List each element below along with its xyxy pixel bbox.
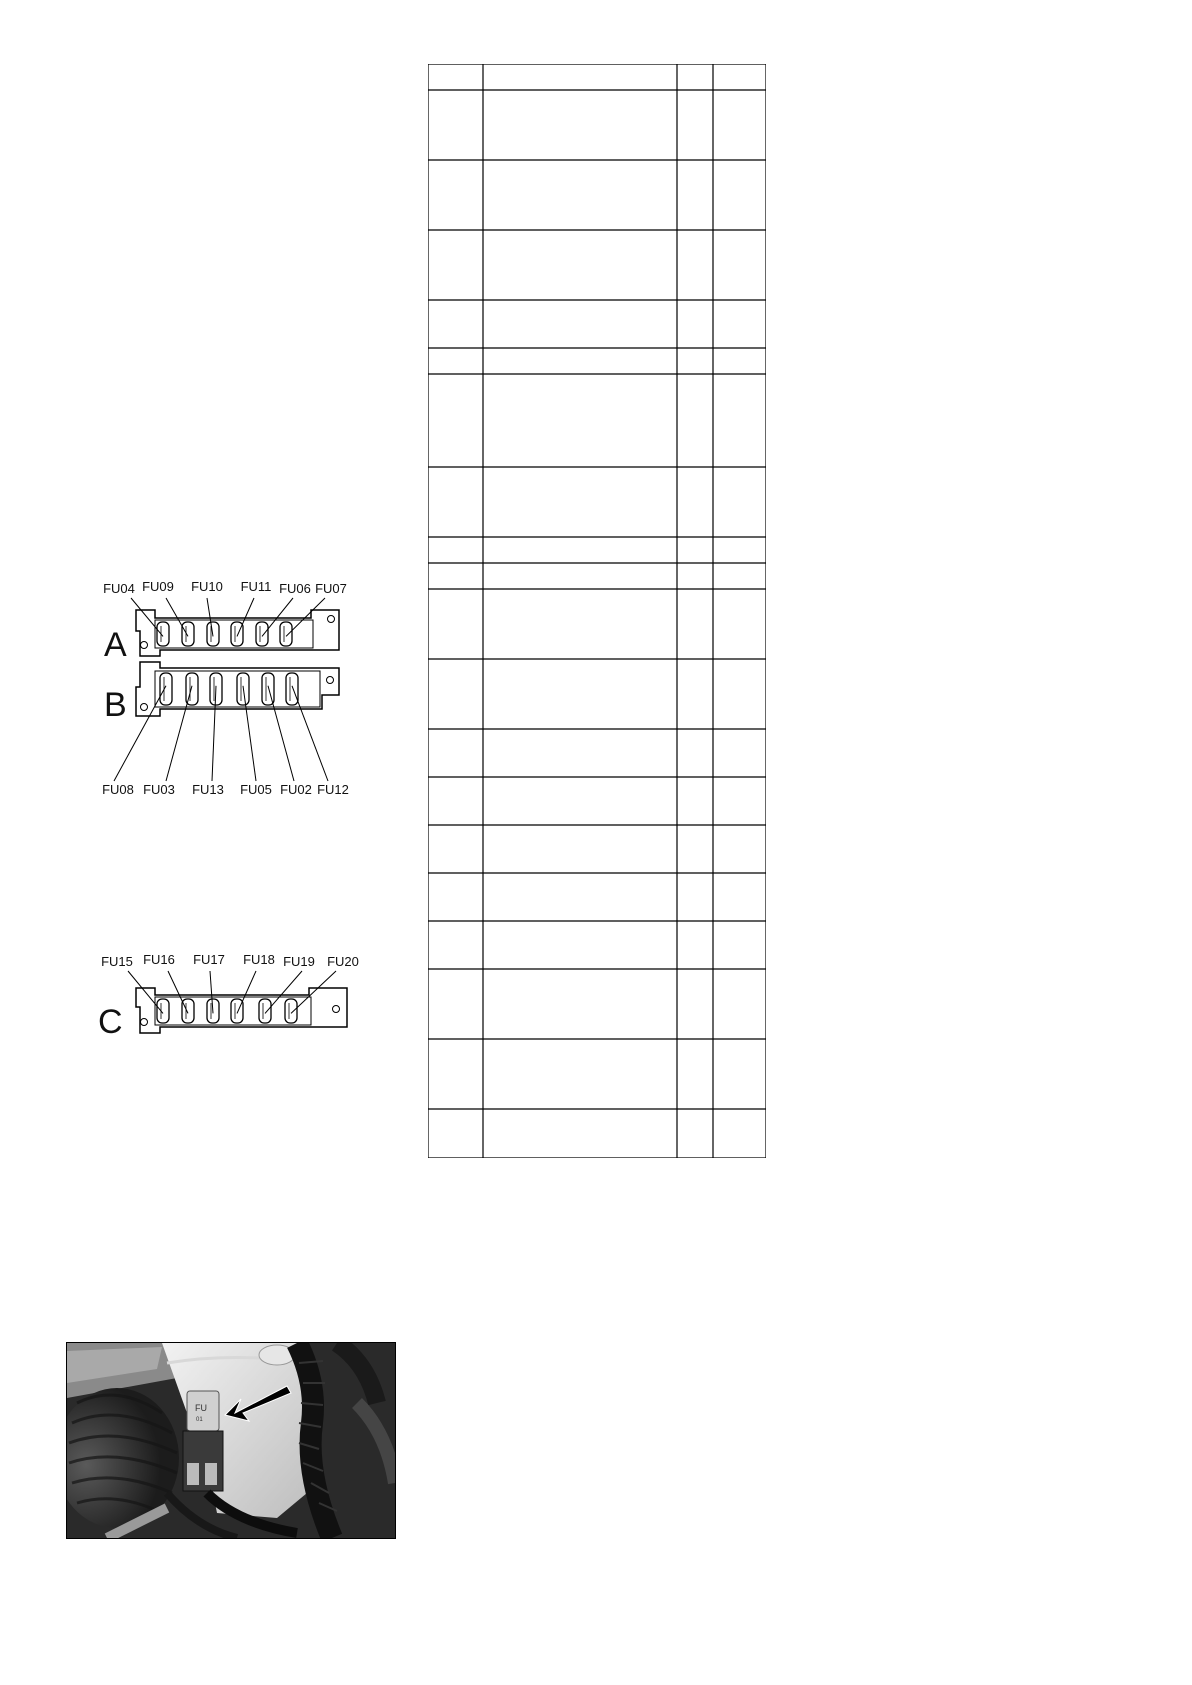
- fuse-slot-b-6: [286, 673, 298, 705]
- fuse-slot-a-2: [182, 622, 194, 646]
- mounting-hole-b-right: [327, 677, 334, 684]
- fuse-label-fu19: FU19: [283, 954, 315, 969]
- fuse-slot-a-4: [231, 622, 243, 646]
- fuse-label-fu13: FU13: [192, 782, 224, 797]
- fuse-label-fu18: FU18: [243, 952, 275, 967]
- fuse-label-fu17: FU17: [193, 952, 225, 967]
- fuse-label-fu15: FU15: [101, 954, 133, 969]
- mounting-hole-c-left: [141, 1019, 148, 1026]
- fuse-slot-c-4: [231, 999, 243, 1023]
- fuse-label-fu16: FU16: [143, 952, 175, 967]
- fuse-table: [428, 64, 766, 1158]
- fuse-label-fu08: FU08: [102, 782, 134, 797]
- block-letter-c: C: [98, 1003, 123, 1041]
- leader-line-c-2: [168, 971, 188, 1013]
- fuse-block-diagram-c: [96, 950, 386, 1060]
- mounting-hole-a-left: [141, 642, 148, 649]
- fuse-slot-c-6: [285, 999, 297, 1023]
- fuse-block-a-outline: [136, 610, 339, 656]
- fuse-label-fu03: FU03: [143, 782, 175, 797]
- fuse-slot-c-5: [259, 999, 271, 1023]
- leader-line-c-4: [237, 971, 256, 1013]
- fuse-label-fu12: FU12: [317, 782, 349, 797]
- fuse-label-fu09: FU09: [142, 579, 174, 594]
- fuse-label-fu05: FU05: [240, 782, 272, 797]
- engine-bay-photo: [66, 1342, 396, 1539]
- engine-bay-photo-drawing: [67, 1343, 395, 1538]
- mounting-hole-c-right: [333, 1006, 340, 1013]
- leader-line-a-4: [237, 598, 254, 636]
- fuse-slot-a-6: [280, 622, 292, 646]
- fuse-label-fu04: FU04: [103, 581, 135, 596]
- leader-line-c-1: [128, 971, 163, 1013]
- fuse-slot-a-1: [157, 622, 169, 646]
- fuse-label-fu02: FU02: [280, 782, 312, 797]
- fuse-label-fu20: FU20: [327, 954, 359, 969]
- mounting-hole-a-right: [328, 616, 335, 623]
- fuse-label-fu07: FU07: [315, 581, 347, 596]
- block-letter-b: B: [104, 686, 127, 724]
- fuse-slot-c-1: [157, 999, 169, 1023]
- fuse-block-diagram-ab: [96, 579, 386, 800]
- leader-line-c-3: [210, 971, 213, 1013]
- fuse-label-fu06: FU06: [279, 581, 311, 596]
- leader-line-a-5: [262, 598, 293, 636]
- fuse-block-ab-drawing: [96, 585, 386, 800]
- fuse-label-fu10: FU10: [191, 579, 223, 594]
- block-letter-a: A: [104, 626, 127, 664]
- fuse-slot-b-1: [160, 673, 172, 705]
- fuse-label-fu11: FU11: [240, 579, 272, 594]
- leader-line-a-3: [207, 598, 213, 636]
- fuse-slot-a-5: [256, 622, 268, 646]
- leader-line-a-6: [286, 598, 325, 636]
- fuse-block-c-outline: [136, 988, 347, 1033]
- leader-line-b-2: [166, 686, 192, 781]
- photo-fuse-sublabel: 01: [196, 1417, 203, 1423]
- photo-fuse-label: FU: [195, 1403, 207, 1413]
- leader-line-c-6: [291, 971, 336, 1013]
- mounting-hole-b-left: [141, 704, 148, 711]
- fuse-slot-c-2: [182, 999, 194, 1023]
